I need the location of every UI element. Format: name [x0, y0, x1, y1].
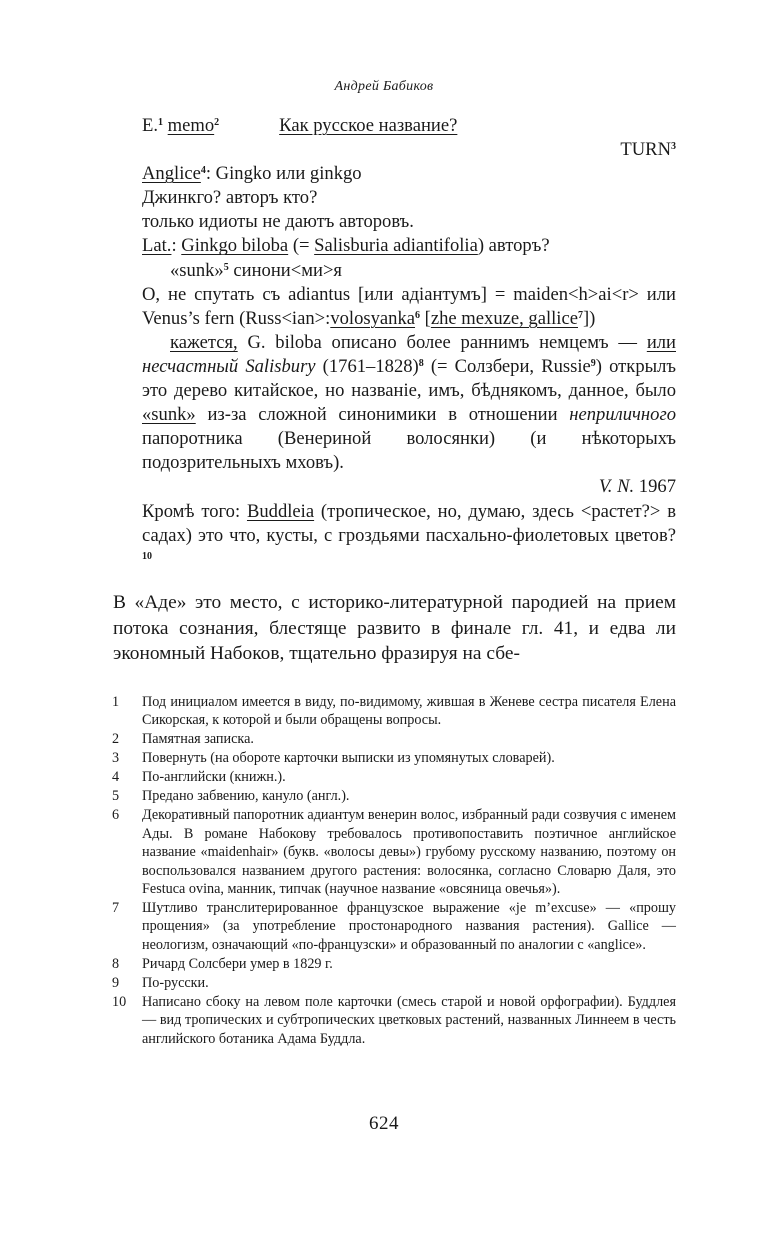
- footnote-number: 7: [112, 900, 120, 917]
- note-kazhetsya: кажется,: [170, 331, 238, 353]
- note-line-5: только идиоты не даютъ авторовъ.: [142, 211, 414, 233]
- footnote-text: По-английски (книжн.).: [142, 769, 286, 786]
- note-line-sunk: «sunk»$^5$ синони<ми>я: [170, 259, 342, 281]
- footnote-number: 1: [112, 694, 120, 710]
- body-text: В «Аде» это место, с историко-литературной пародией на прием потока сознания, блестяще развито в финале гл. 41, и едва ли экономный Набоков, тщательно фразируя на сбе-: [113, 592, 676, 665]
- note-neprilichnogo: неприличного: [569, 404, 676, 426]
- body-paragraph: [113, 590, 676, 667]
- footnote-ref-9[interactable]: 9: [590, 357, 596, 369]
- note-sunk-underlined: «sunk»: [142, 404, 196, 426]
- footnote-number: 9: [112, 974, 120, 991]
- running-header: Андрей Бабиков: [334, 79, 434, 94]
- footnote-text: Памятная записка.: [142, 731, 254, 748]
- note-ili: или: [646, 331, 676, 353]
- note-signature: V. N. 1967: [598, 476, 676, 498]
- footnote-number: 10: [112, 993, 127, 1010]
- note-anglice: Anglice: [142, 163, 201, 185]
- footnote-ref-7[interactable]: 7: [577, 309, 583, 321]
- footnote-ref-2[interactable]: 2: [214, 117, 220, 128]
- note-zhe-mexuze: zhe mexuze, gallice: [430, 307, 578, 329]
- note-paragraph-biloba: кажется, G. biloba описано более раннимъ немцемъ — или несчастный Salisbury (1761–1828)$^8$ (= Солзбери, Russie$^9$) открылъ это дерево китайское, но названiе, имъ, бѣднякомъ, данное, было «sunk» из-за сложной синонимики в отношении неприличного папоротника (Венериной волосянки) (и нѣкоторыхъ подозрительныхъ мховъ).: [142, 331, 676, 474]
- footnote-ref-5[interactable]: 5: [223, 261, 229, 273]
- note-turn: TURN$^3$: [620, 139, 676, 161]
- note-transcription: [142, 114, 676, 572]
- note-neschastny: несчастный Salisbury: [142, 355, 316, 377]
- footnote-number: 6: [112, 807, 120, 824]
- note-paragraph-buddleia: Кромѣ того: Buddleia (тропическое, но, думаю, здесь <растет?> в садах) это что, кусты, с гроздьями пасхально-фиолетовых цветов?$^{10}$: [142, 500, 676, 562]
- note-memo: memo: [167, 115, 215, 136]
- footnote-text: Повернуть (на обороте карточки выписки из упомянутых словарей).: [142, 750, 555, 767]
- note-line-anglice: Anglice$^4$: Gingko или ginkgo: [142, 163, 362, 185]
- footnote-ref-10[interactable]: 10: [142, 550, 152, 562]
- footnote-number: 5: [112, 788, 120, 805]
- footnote-ref-6[interactable]: 6: [415, 309, 421, 321]
- note-buddleia: Buddleia: [246, 500, 315, 522]
- footnote-number: 3: [112, 750, 120, 767]
- footnote-ref-3[interactable]: 3: [671, 141, 676, 153]
- footnote-item: [112, 693, 676, 730]
- footnote-item: [112, 749, 676, 767]
- note-ginkgo-biloba: Ginkgo biloba: [181, 235, 289, 257]
- footnote-text: Шутливо транслитерированное французское выражение «je m’excuse» — «прошу прощения» (за употребление простонародного названия растения). Gallice — неологизм, означающий «по-французски» и образованный по аналогии с «anglice».: [142, 900, 676, 953]
- page-number: 624: [369, 1113, 399, 1134]
- footnote-number: 4: [112, 769, 120, 786]
- footnote-item: [112, 730, 676, 748]
- footnote-number: 8: [112, 955, 120, 972]
- footnote-ref-4[interactable]: 4: [200, 165, 206, 177]
- footnote-item: [112, 768, 676, 786]
- footnote-text: Написано сбоку на левом поле карточки (смесь старой и новой орфографии). Буддлея — вид тропических и субтропических цветковых растений, названных Линнеем в честь английского ботаника Адама Буддла.: [142, 993, 676, 1047]
- footnote-text: Ричард Солсбери умер в 1829 г.: [142, 955, 333, 972]
- footnote-item: [112, 806, 676, 898]
- footnote-ref-1[interactable]: 1: [158, 117, 164, 128]
- footnote-text: Декоративный папоротник адиантум венерин волос, избранный ради созвучия с именем Ады. В романе Набокову требовалось противопоставить поэтичное английское название «maidenhair» (букв. «волосы девы») грубому русскому названию, поэтому он воспользовался названием другого растения: волосянка, согласно Словарю Даля, это Festuca ovina, манник, типчак (научное название «овсяница овечья»).: [142, 807, 676, 898]
- note-question-title: Как русское название?: [279, 115, 458, 136]
- footnote-item: [112, 974, 676, 992]
- footnote-item: [112, 955, 676, 973]
- note-lat: Lat.: [142, 235, 172, 257]
- footnote-item: [112, 899, 676, 954]
- note-line-lat: Lat.: Ginkgo biloba (= Salisburia adiantifolia) авторъ?: [142, 235, 550, 257]
- footnote-text: По-русски.: [142, 974, 209, 991]
- footnote-number: 2: [112, 731, 120, 748]
- footnote-item: [112, 993, 676, 1048]
- note-line-4: Джинкго? авторъ кто?: [142, 187, 318, 209]
- note-initial: E.: [142, 115, 159, 136]
- footnote-text: Предано забвению, кануло (англ.).: [142, 788, 350, 805]
- note-salisburia: Salisburia adiantifolia: [314, 235, 478, 257]
- note-paragraph-adiantus: О, не спутать съ adiantus [или адiантумъ] = maiden<h>ai<r> или Venus’s fern (Russ<ian>:volosyanka$^6$ [zhe mexuze, gallice$^7$]): [142, 283, 676, 329]
- note-line-memo: [142, 114, 676, 138]
- footnote-ref-8[interactable]: 8: [418, 357, 424, 369]
- footnote-item: [112, 787, 676, 805]
- note-volosyanka: volosyanka: [330, 307, 416, 329]
- footnotes: [112, 693, 676, 1049]
- footnote-text: Под инициалом имеется в виду, по-видимому, жившая в Женеве сестра писателя Елена Сикорская, к которой и были обращены вопросы.: [142, 694, 676, 729]
